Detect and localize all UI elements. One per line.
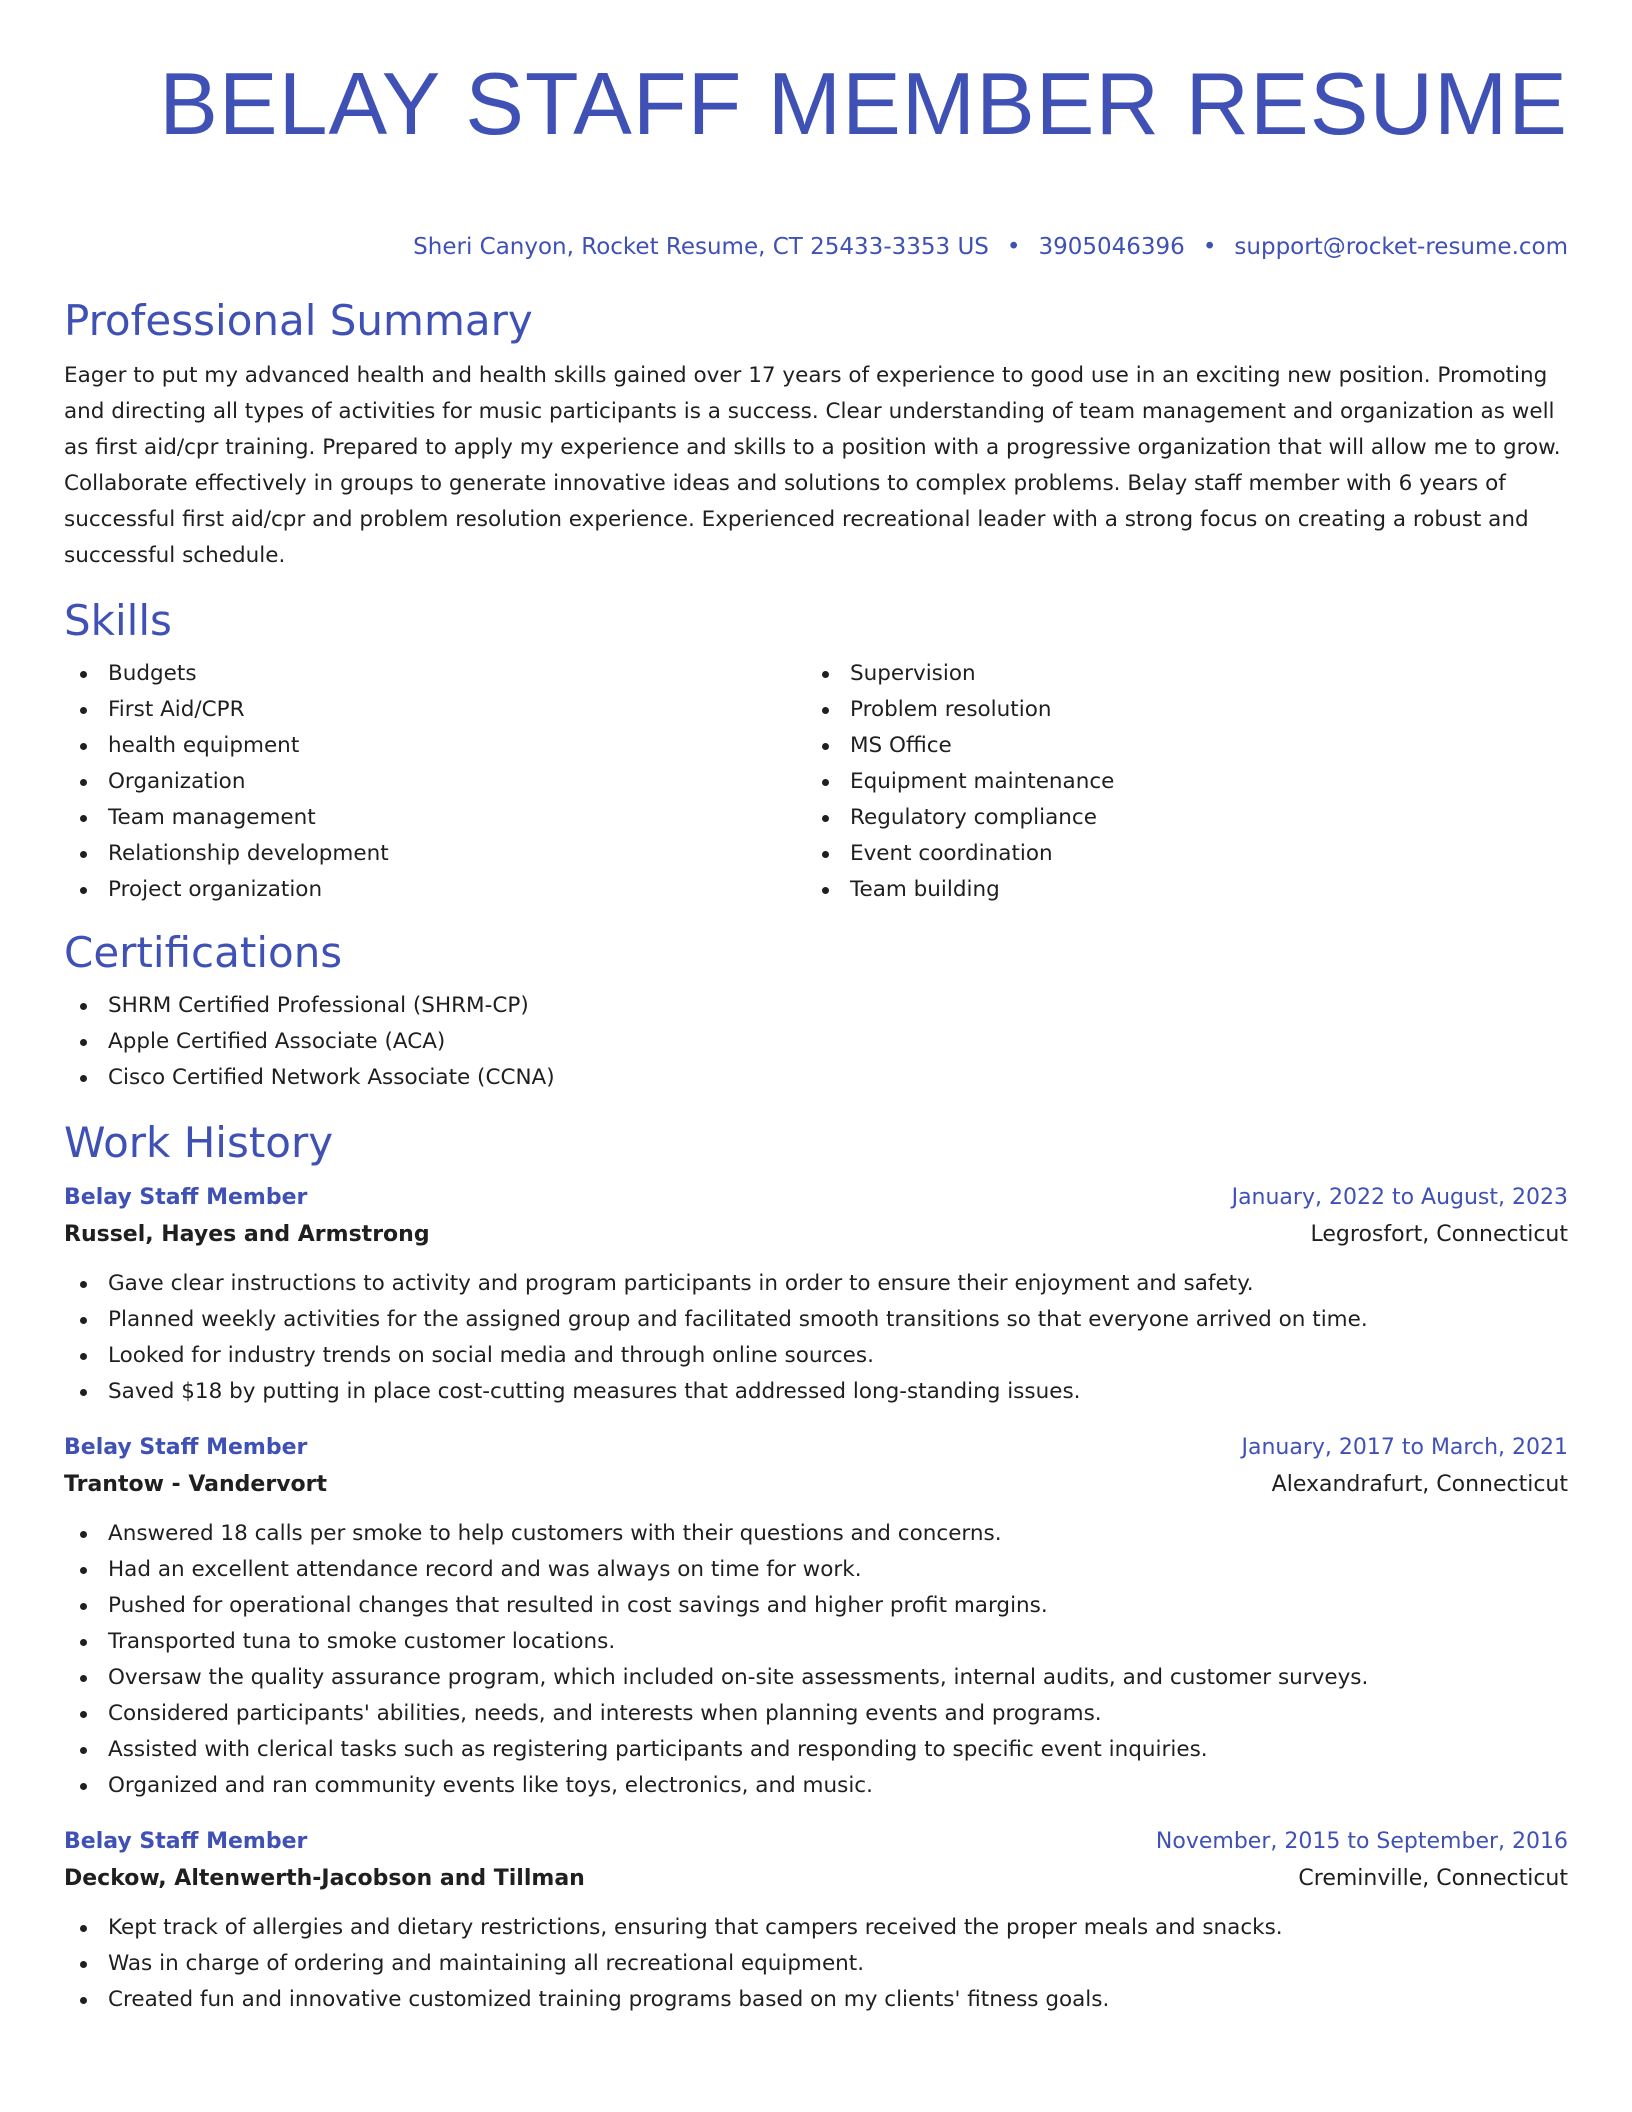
job-bullet: Assisted with clerical tasks such as registering participants and responding to specific event inquiries. (64, 1732, 1568, 1768)
job-bullet: Kept track of allergies and dietary restrictions, ensuring that campers received the proper meals and snacks. (64, 1910, 1568, 1946)
job-title: Belay Staff Member (64, 1829, 308, 1854)
work-history-heading: Work History (64, 1118, 334, 1167)
job-bullets (64, 1516, 1568, 1804)
skill-item: Problem resolution (806, 692, 1548, 728)
contact-email[interactable]: support@rocket-resume.com (1234, 234, 1568, 260)
job-header-row (64, 1180, 1568, 1216)
job-company: Trantow - Vandervort (64, 1472, 328, 1497)
job-bullet: Considered participants' abilities, needs, and interests when planning events and programs. (64, 1696, 1568, 1732)
contact-address: Sheri Canyon, Rocket Resume, CT 25433-3353 US (413, 234, 989, 260)
certifications-list (64, 988, 1568, 1096)
skill-item: Budgets (64, 656, 806, 692)
job-company-row (64, 1860, 1568, 1898)
job-entry (64, 1824, 1568, 2018)
job-dates: January, 2017 to March, 2021 (1241, 1435, 1568, 1460)
skill-item: Equipment maintenance (806, 764, 1548, 800)
job-bullet: Had an excellent attendance record and was always on time for work. (64, 1552, 1568, 1588)
resume-title: BELAY STAFF MEMBER RESUME (159, 54, 1568, 153)
job-company-row (64, 1216, 1568, 1254)
summary-text: Eager to put my advanced health and health skills gained over 17 years of experience to good use in an exciting new position. Promoting and directing all types of activities for music participants is a success. Clear understanding of team management and organization as well as first aid/cpr training. Prepared to apply my experience and skills to a position with a progressive organization that will allow me to grow. Collaborate effectively in groups to generate innovative ideas and solutions to complex problems. Belay staff member with 6 years of successful first aid/cpr and problem resolution experience. Experienced recreational leader with a strong focus on creating a robust and successful schedule. (64, 363, 1561, 568)
job-company: Deckow, Altenwerth-Jacobson and Tillman (64, 1866, 585, 1891)
job-bullet: Planned weekly activities for the assigned group and facilitated smooth transitions so that everyone arrived on time. (64, 1302, 1568, 1338)
job-bullet: Organized and ran community events like toys, electronics, and music. (64, 1768, 1568, 1804)
skills-left-column (64, 656, 806, 908)
contact-line (64, 232, 1568, 262)
job-bullets (64, 1266, 1568, 1410)
skill-item: health equipment (64, 728, 806, 764)
job-bullets (64, 1910, 1568, 2018)
job-company: Russel, Hayes and Armstrong (64, 1222, 430, 1247)
job-title: Belay Staff Member (64, 1435, 308, 1460)
job-bullet: Saved $18 by putting in place cost-cutting measures that addressed long-standing issues. (64, 1374, 1568, 1410)
job-header-row (64, 1824, 1568, 1860)
job-dates: January, 2022 to August, 2023 (1231, 1185, 1568, 1210)
skill-item: Team management (64, 800, 806, 836)
job-location: Alexandrafurt, Connecticut (1271, 1472, 1568, 1497)
job-bullet: Oversaw the quality assurance program, which included on-site assessments, internal audits, and customer surveys. (64, 1660, 1568, 1696)
skill-item: MS Office (806, 728, 1548, 764)
skills-right-column (806, 656, 1548, 908)
skill-item: Relationship development (64, 836, 806, 872)
job-entry (64, 1180, 1568, 1410)
certifications-heading: Certifications (64, 928, 343, 977)
job-dates: November, 2015 to September, 2016 (1155, 1829, 1568, 1854)
job-header-row (64, 1430, 1568, 1466)
skill-item: Team building (806, 872, 1548, 908)
skill-item: Project organization (64, 872, 806, 908)
contact-separator: • (1006, 234, 1021, 260)
skills-heading: Skills (64, 596, 172, 645)
summary-heading: Professional Summary (64, 296, 533, 345)
job-bullet: Transported tuna to smoke customer locations. (64, 1624, 1568, 1660)
job-title: Belay Staff Member (64, 1185, 308, 1210)
job-bullet: Looked for industry trends on social media and through online sources. (64, 1338, 1568, 1374)
job-location: Legrosfort, Connecticut (1310, 1222, 1568, 1247)
job-company-row (64, 1466, 1568, 1504)
skills-list (64, 656, 1568, 908)
job-bullet: Was in charge of ordering and maintaining all recreational equipment. (64, 1946, 1568, 1982)
job-entry (64, 1430, 1568, 1804)
job-location: Creminville, Connecticut (1298, 1866, 1568, 1891)
job-bullet: Pushed for operational changes that resulted in cost savings and higher profit margins. (64, 1588, 1568, 1624)
certification-item: SHRM Certified Professional (SHRM-CP) (64, 988, 1568, 1024)
certification-item: Cisco Certified Network Associate (CCNA) (64, 1060, 1568, 1096)
job-bullet: Gave clear instructions to activity and program participants in order to ensure their enjoyment and safety. (64, 1266, 1568, 1302)
certification-item: Apple Certified Associate (ACA) (64, 1024, 1568, 1060)
skill-item: First Aid/CPR (64, 692, 806, 728)
skill-item: Regulatory compliance (806, 800, 1548, 836)
contact-phone: 3905046396 (1038, 234, 1185, 260)
contact-separator: • (1202, 234, 1217, 260)
job-bullet: Answered 18 calls per smoke to help customers with their questions and concerns. (64, 1516, 1568, 1552)
skill-item: Supervision (806, 656, 1548, 692)
job-bullet: Created fun and innovative customized training programs based on my clients' fitness goals. (64, 1982, 1568, 2018)
skill-item: Event coordination (806, 836, 1548, 872)
skill-item: Organization (64, 764, 806, 800)
